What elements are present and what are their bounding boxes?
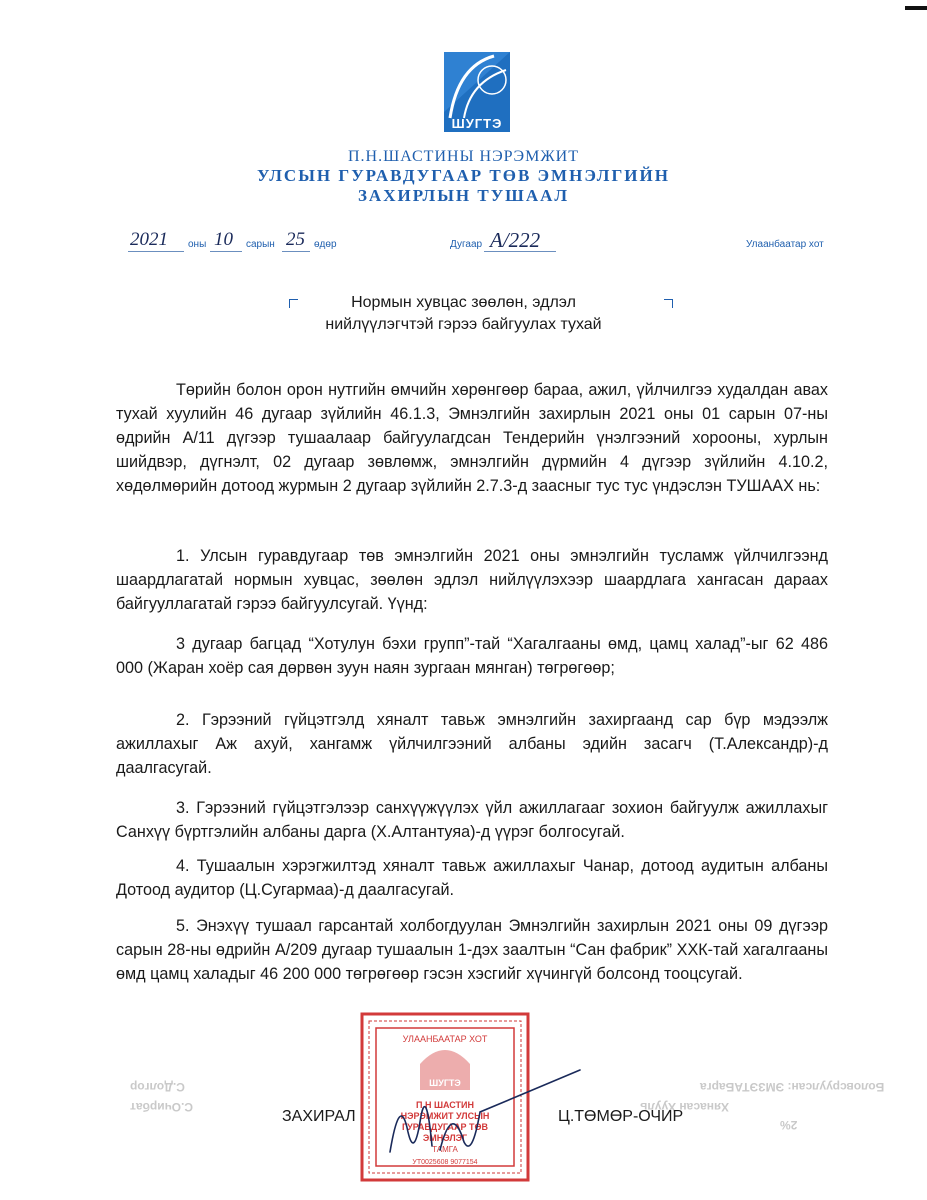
svg-text:ЭМНЭЛЭГ: ЭМНЭЛЭГ — [422, 1133, 468, 1143]
svg-text:ШУГТЭ: ШУГТЭ — [429, 1078, 461, 1088]
header-line-2: УЛСЫН ГУРАВДУГААР ТӨВ ЭМНЭЛГИЙН — [257, 166, 670, 185]
svg-text:НЭРЭМЖИТ УЛСЫН: НЭРЭМЖИТ УЛСЫН — [400, 1111, 490, 1121]
year-handwritten: 2021 — [130, 229, 168, 250]
show-through-line-4: С.Долгор — [130, 1080, 185, 1094]
hospital-emblem-icon — [436, 48, 518, 138]
header-line-3: ЗАХИРЛЫН ТУШААЛ — [357, 186, 570, 205]
logo-text: ШУГТЭ — [451, 116, 503, 131]
svg-text:П.Н ШАСТИН: П.Н ШАСТИН — [415, 1100, 475, 1110]
item-3: 3. Гэрээний гүйцэтгэлээр санхүүжүүлэх үйл ажиллагааг зохион байгуулж ажиллахыг Санхүү бүртгэлийн албаны дарга (Х.Алтантуяа)-д үүрэг болгосугай. — [116, 799, 828, 841]
svg-text:ГУРАВДУГААР ТӨВ: ГУРАВДУГААР ТӨВ — [402, 1122, 488, 1132]
day-suffix: өдөр — [314, 239, 337, 250]
scan-edge-mark — [905, 6, 927, 10]
signer-position: ЗАХИРАЛ — [282, 1108, 356, 1125]
city-label: Улаанбаатар хот — [746, 239, 824, 250]
svg-text:ТАМГА: ТАМГА — [432, 1145, 458, 1154]
signer-name: Ц.ТӨМӨР-ОЧИР — [558, 1108, 684, 1125]
show-through-line-1: Боловсруулсан: ЭМЗЭТАБарга — [700, 1080, 885, 1094]
show-through-line-5: С.Очирбат — [130, 1100, 193, 1114]
svg-text:УТ0025608 9077154: УТ0025608 9077154 — [412, 1159, 478, 1166]
item-2: 2. Гэрээний гүйцэтгэлд хяналт тавьж эмнэлгийн захиргаанд сар бүр мэдээлж ажиллахыг Аж ахуй, хангамж үйлчилгээний албаны эдийн засагч (Т.Александр)-д даалгасугай. — [116, 711, 828, 777]
number-label: Дугаар — [450, 239, 483, 250]
handwritten-signature-icon — [380, 1062, 590, 1162]
show-through-line-2: Хянасан Хууль — [640, 1100, 730, 1114]
svg-text:УЛААНБААТАР ХОТ: УЛААНБААТАР ХОТ — [402, 1034, 488, 1044]
intro-paragraph: Төрийн болон орон нутгийн өмчийн хөрөнгөөр бараа, ажил, үйлчилгээ худалдан авах тухай хуулийн 46 дугаар зүйлийн 46.1.3, Эмнэлгийн захирлын 2021 оны 01 сарын 07-ны өдрийн А/11 дүгээр тушаалаар байгуулагдсан Тендерийн үнэлгээний хорооны, хурлын шийдвэр, дүгнэлт, 02 дугаар зөвлөмж, эмнэлгийн дүрмийн 4 дүгээр зүйлийн 4.10.2, хөдөлмөрийн дотоод журмын 2 дугаар зүйлийн 2.7.3-д заасныг тус тус үндэслэн ТУШААХ нь: — [116, 381, 828, 495]
month-handwritten: 10 — [214, 229, 233, 250]
day-handwritten: 25 — [286, 229, 305, 250]
item-5: 5. Энэхүү тушаал гарсантай холбогдуулан Эмнэлгийн захирлын 2021 оны 09 дүгээр сарын 28-ны өдрийн А/209 дугаар тушаалын 1-дэх заалтын “Сан фабрик” ХХК-тай хагалгааны өмд цамц халадыг 46 200 000 төгрөгөөр гэсэн хэсгийг хүчингүй болсонд тооцсугай. — [116, 917, 828, 983]
year-underline — [128, 251, 184, 252]
title-line-1: Нормын хувцас зөөлөн, эдлэл — [351, 294, 576, 311]
item-1: 1. Улсын гуравдугаар төв эмнэлгийн 2021 оны эмнэлгийн тусламж үйлчилгээнд шаардлагатай нормын хувцас, зөөлөн эдлэл нийлүүлэхээр шаардлага хангасан дараах байгууллагатай гэрээ байгуулсугай. Үүнд: — [116, 547, 828, 613]
month-underline — [210, 251, 242, 252]
show-through-line-3: 2% — [780, 1118, 798, 1132]
item-4: 4. Тушаалын хэрэгжилтэд хяналт тавьж ажиллахыг Чанар, дотоод аудитын албаны Дотоод аудитор (Ц.Сугармаа)-д даалгасугай. — [116, 857, 828, 899]
number-underline — [484, 251, 556, 252]
title-line-2: нийлүүлэгчтэй гэрээ байгуулах тухай — [325, 316, 602, 333]
order-number-handwritten: A/222 — [490, 228, 541, 252]
month-suffix: сарын — [246, 239, 275, 250]
day-underline — [282, 251, 310, 252]
year-suffix: оны — [188, 239, 207, 250]
header-line-1: П.Н.ШАСТИНЫ НЭРЭМЖИТ — [348, 148, 579, 165]
item-1-detail: 3 дугаар багцад “Хотулун бэхи групп”-тай “Хагалгааны өмд, цамц халад”-ыг 62 486 000 (Жаран хоёр сая дөрвөн зуун наян зургаан мянган) төгрөгөөр; — [116, 635, 828, 677]
